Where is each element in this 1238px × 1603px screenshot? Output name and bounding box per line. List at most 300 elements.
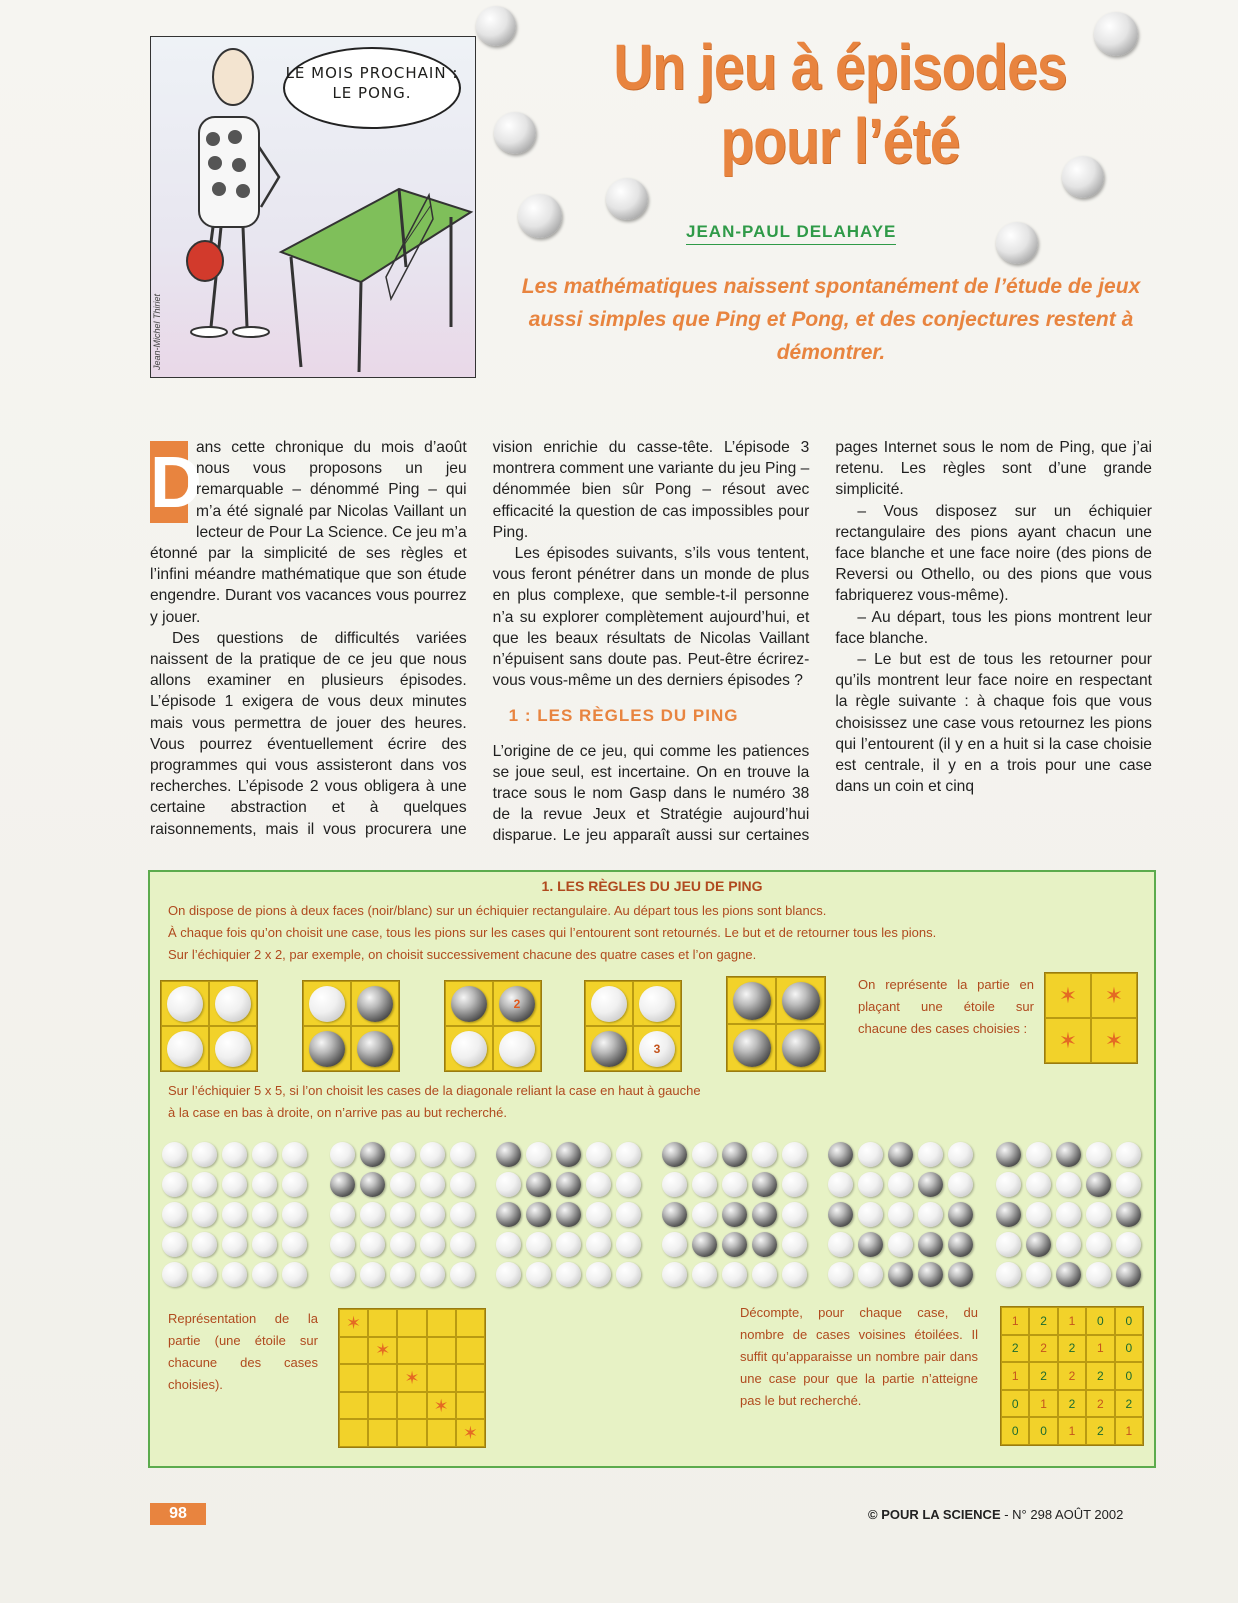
rules-box	[148, 870, 1156, 1468]
count-cell: 0	[1001, 1390, 1029, 1418]
white-piece	[556, 1262, 581, 1287]
rules-line-5: à la case en bas à droite, on n’arrive pas au but recherché.	[168, 1105, 507, 1120]
white-piece	[215, 1031, 251, 1067]
white-piece	[192, 1262, 217, 1287]
black-piece	[360, 1142, 385, 1167]
board-cell	[351, 981, 399, 1026]
black-piece	[556, 1202, 581, 1227]
white-piece	[282, 1172, 307, 1197]
board-cell	[339, 1392, 368, 1420]
black-piece	[1056, 1262, 1081, 1287]
rules-line-2: À chaque fois qu’on choisit une case, tous les pions sur les cases qui l’entourent sont retournés. Le but et de retourner tous les pions.	[168, 925, 937, 940]
white-piece	[639, 1031, 675, 1067]
ball-decoration	[476, 6, 516, 46]
white-piece	[616, 1262, 641, 1287]
board-cell	[585, 981, 633, 1026]
white-piece	[282, 1262, 307, 1287]
representation-caption: Représentation de la partie (une étoile sur chacune des cases choisies).	[168, 1311, 318, 1392]
white-piece	[586, 1202, 611, 1227]
star-icon: ✶	[1058, 1027, 1078, 1053]
black-piece	[591, 1031, 627, 1067]
black-piece	[888, 1262, 913, 1287]
white-piece	[996, 1172, 1021, 1197]
board-cell	[368, 1364, 397, 1392]
white-piece	[858, 1172, 883, 1197]
star-icon: ✶	[1104, 982, 1124, 1008]
paragraph-5: – Vous disposez sur un échiquier rectangulaire des pions ayant chacun une face blanche et une face noire (des pions de Reversi ou Othello, ou des pions que vous fabriquerez vous-même).	[835, 502, 1152, 605]
board-cell	[339, 1337, 368, 1365]
white-piece	[722, 1262, 747, 1287]
speech-line-1: LE MOIS PROCHAIN :	[285, 64, 459, 82]
paragraph-2: Des questions de difficultés variées naissent de la pratique de ce jeu que nous allons examiner en plusieurs épisodes. L’épisode 1 exigera de vous deux minutes mais vous permettra de jouer des heures. Vous pourrez éventuellement écrire des programmes qui vous assisteront dans vos recherches. L’épisode 2 vous obligera à une certaine abstraction et à quelques raisonnements, mais il vous procurera une vision enrichie du casse-tête. L’épisode 3 montrera comment une variante du jeu Ping – dénommée bien sûr Pong – résout avec efficacité la question de cas impossibles pour Ping.	[150, 439, 810, 838]
black-piece	[828, 1202, 853, 1227]
black-piece	[996, 1142, 1021, 1167]
move-number: 3	[653, 1041, 661, 1056]
white-piece	[496, 1232, 521, 1257]
white-piece	[662, 1262, 687, 1287]
count-cell: 2	[1029, 1307, 1057, 1335]
white-piece	[662, 1232, 687, 1257]
white-piece	[639, 986, 675, 1022]
black-piece	[496, 1142, 521, 1167]
board-cell	[397, 1419, 426, 1447]
board-5x5-step	[828, 1142, 974, 1288]
white-piece	[390, 1232, 415, 1257]
speech-line-2: LE PONG.	[332, 84, 412, 102]
black-piece	[918, 1262, 943, 1287]
board-cell	[1045, 973, 1091, 1018]
white-piece	[858, 1202, 883, 1227]
white-piece	[450, 1172, 475, 1197]
white-piece	[752, 1262, 777, 1287]
title-line-2: pour l’été	[720, 105, 960, 177]
white-piece	[330, 1232, 355, 1257]
title-line-1: Un jeu à épisodes	[613, 31, 1067, 103]
white-piece	[1086, 1202, 1111, 1227]
white-piece	[252, 1232, 277, 1257]
white-piece	[222, 1202, 247, 1227]
board-cell	[161, 1026, 209, 1071]
white-piece	[162, 1262, 187, 1287]
board-cell	[776, 977, 825, 1024]
white-piece	[782, 1232, 807, 1257]
white-piece	[948, 1142, 973, 1167]
board-cell	[351, 1026, 399, 1071]
star-icon: ✶	[433, 1395, 449, 1416]
article-body	[150, 437, 1152, 853]
count-cell: 1	[1001, 1307, 1029, 1335]
board-cell	[209, 1026, 257, 1071]
white-piece	[167, 986, 203, 1022]
board-2x2-step-1	[302, 980, 400, 1072]
white-piece	[616, 1202, 641, 1227]
white-piece	[162, 1142, 187, 1167]
white-piece	[782, 1202, 807, 1227]
white-piece	[782, 1172, 807, 1197]
white-piece	[1056, 1172, 1081, 1197]
board-cell	[397, 1337, 426, 1365]
ball-decoration	[606, 178, 648, 220]
board-cell	[585, 1026, 633, 1071]
board-cell	[427, 1337, 456, 1365]
black-piece	[330, 1172, 355, 1197]
count-cell: 1	[1086, 1335, 1114, 1363]
page-number: 98	[150, 1503, 206, 1525]
white-piece	[360, 1202, 385, 1227]
copyright: © POUR LA SCIENCE	[868, 1507, 1001, 1522]
black-piece	[733, 1029, 771, 1067]
issue-info: - N° 298 AOÛT 2002	[1000, 1507, 1124, 1522]
board-cell	[339, 1364, 368, 1392]
white-piece	[918, 1202, 943, 1227]
white-piece	[692, 1172, 717, 1197]
board-cell	[727, 1024, 776, 1071]
white-piece	[996, 1262, 1021, 1287]
star-caption: On représente la partie en plaçant une étoile sur chacune des cases choisies :	[858, 977, 1034, 1036]
board-5x5-counts	[1000, 1306, 1144, 1446]
white-piece	[215, 986, 251, 1022]
board-2x2-step-2	[444, 980, 542, 1072]
black-piece	[722, 1232, 747, 1257]
white-piece	[222, 1262, 247, 1287]
board-5x5-step	[496, 1142, 642, 1288]
black-piece	[752, 1172, 777, 1197]
white-piece	[1116, 1142, 1141, 1167]
black-piece	[1086, 1172, 1111, 1197]
white-piece	[616, 1172, 641, 1197]
board-cell	[427, 1392, 456, 1420]
black-piece	[556, 1142, 581, 1167]
move-number: 2	[513, 996, 521, 1011]
author-byline: JEAN-PAUL DELAHAYE	[686, 222, 896, 245]
white-piece	[586, 1262, 611, 1287]
rules-line-1: On dispose de pions à deux faces (noir/blanc) sur un échiquier rectangulaire. Au départ tous les pions sont blancs.	[168, 903, 827, 918]
white-piece	[1026, 1262, 1051, 1287]
white-piece	[162, 1172, 187, 1197]
board-cell	[456, 1364, 485, 1392]
white-piece	[252, 1142, 277, 1167]
board-5x5-step	[662, 1142, 808, 1288]
white-piece	[167, 1031, 203, 1067]
board-cell	[633, 1026, 681, 1071]
illustration-credit: Jean-Michel Thiriet	[152, 293, 163, 371]
ball-decoration	[494, 112, 536, 154]
board-5x5-step	[996, 1142, 1142, 1288]
board-cell	[1091, 1018, 1137, 1063]
count-cell: 0	[1115, 1307, 1143, 1335]
count-cell: 1	[1058, 1417, 1086, 1445]
paragraph-3: Les épisodes suivants, s’ils vous tentent, vous feront pénétrer dans un monde de plus en plus complexe, que semble-t-il personne n’a su explorer complètement aujourd’hui, et que les beaux résultats de Nicolas Vaillant n’épuisent sans doute pas. Peut-être écrirez-vous vous-même un des derniers épisodes ?	[492, 545, 810, 690]
white-piece	[496, 1172, 521, 1197]
black-piece	[828, 1142, 853, 1167]
white-piece	[390, 1262, 415, 1287]
count-caption: Décompte, pour chaque case, du nombre de cases voisines étoilées. Il suffit qu’apparaisse un nombre pair dans une case pour que la partie n’atteigne pas le but recherché.	[740, 1305, 978, 1408]
board-cell	[303, 981, 351, 1026]
white-piece	[692, 1262, 717, 1287]
white-piece	[1056, 1202, 1081, 1227]
board-2x2-step-0	[160, 980, 258, 1072]
count-cell: 2	[1058, 1335, 1086, 1363]
board-cell	[397, 1392, 426, 1420]
cartoon-illustration	[150, 36, 476, 378]
star-icon: ✶	[462, 1423, 478, 1444]
white-piece	[888, 1232, 913, 1257]
black-piece	[526, 1202, 551, 1227]
article-lede: Les mathématiques naissent spontanément de l’étude de jeux aussi simples que Ping et Pong, et des conjectures restent à démontrer.	[521, 275, 1141, 364]
white-piece	[420, 1262, 445, 1287]
white-piece	[420, 1232, 445, 1257]
white-piece	[782, 1142, 807, 1167]
count-cell: 1	[1001, 1362, 1029, 1390]
black-piece	[752, 1232, 777, 1257]
white-piece	[450, 1202, 475, 1227]
white-piece	[420, 1142, 445, 1167]
rules-line-3: Sur l’échiquier 2 x 2, par exemple, on choisit successivement chacune des quatre cases et l’on gagne.	[168, 947, 757, 962]
white-piece	[616, 1232, 641, 1257]
board-cell	[339, 1419, 368, 1447]
white-piece	[192, 1142, 217, 1167]
count-cell: 0	[1029, 1417, 1057, 1445]
article-title	[573, 30, 1106, 178]
white-piece	[252, 1172, 277, 1197]
white-piece	[222, 1232, 247, 1257]
count-cell: 0	[1001, 1417, 1029, 1445]
white-piece	[1116, 1172, 1141, 1197]
white-piece	[591, 986, 627, 1022]
white-piece	[451, 1031, 487, 1067]
section-heading: 1 : LES RÈGLES DU PING	[508, 706, 739, 726]
board-cell	[1045, 1018, 1091, 1063]
count-cell: 2	[1086, 1362, 1114, 1390]
white-piece	[1116, 1232, 1141, 1257]
white-piece	[556, 1232, 581, 1257]
board-cell	[427, 1309, 456, 1337]
white-piece	[252, 1262, 277, 1287]
board-cell	[456, 1309, 485, 1337]
board-cell	[427, 1419, 456, 1447]
board-cell	[368, 1392, 397, 1420]
black-piece	[526, 1172, 551, 1197]
ball-decoration	[518, 194, 562, 238]
board-cell	[456, 1392, 485, 1420]
black-piece	[918, 1172, 943, 1197]
board-cell	[727, 977, 776, 1024]
star-icon: ✶	[404, 1367, 420, 1388]
paragraph-6: – Au départ, tous les pions montrent leur face blanche.	[835, 608, 1152, 647]
board-5x5-step	[330, 1142, 476, 1288]
white-piece	[1086, 1142, 1111, 1167]
black-piece	[782, 982, 820, 1020]
black-piece	[1056, 1142, 1081, 1167]
white-piece	[192, 1232, 217, 1257]
star-icon: ✶	[1058, 982, 1078, 1008]
white-piece	[1056, 1232, 1081, 1257]
star-icon: ✶	[346, 1312, 362, 1333]
speech-bubble	[283, 47, 461, 129]
board-cell	[368, 1419, 397, 1447]
count-cell: 2	[1058, 1390, 1086, 1418]
board-2x2-step-4	[726, 976, 826, 1072]
white-piece	[948, 1172, 973, 1197]
rules-box-heading: 1. LES RÈGLES DU JEU DE PING	[541, 878, 763, 894]
white-piece	[692, 1202, 717, 1227]
black-piece	[360, 1172, 385, 1197]
white-piece	[390, 1202, 415, 1227]
white-piece	[1026, 1202, 1051, 1227]
black-piece	[858, 1232, 883, 1257]
count-cell: 1	[1029, 1390, 1057, 1418]
black-piece	[692, 1232, 717, 1257]
white-piece	[222, 1142, 247, 1167]
black-piece	[888, 1142, 913, 1167]
rules-line-4: Sur l’échiquier 5 x 5, si l’on choisit les cases de la diagonale reliant la case en haut à gauche	[168, 1083, 701, 1098]
white-piece	[252, 1202, 277, 1227]
white-piece	[586, 1172, 611, 1197]
white-piece	[722, 1172, 747, 1197]
white-piece	[996, 1232, 1021, 1257]
footer-credit	[868, 1507, 1123, 1522]
white-piece	[330, 1262, 355, 1287]
count-cell: 1	[1115, 1417, 1143, 1445]
black-piece	[357, 986, 393, 1022]
white-piece	[526, 1232, 551, 1257]
white-piece	[858, 1142, 883, 1167]
black-piece	[733, 982, 771, 1020]
ball-decoration	[996, 222, 1038, 264]
board-cell	[161, 981, 209, 1026]
white-piece	[282, 1142, 307, 1167]
board-cell	[339, 1309, 368, 1337]
white-piece	[450, 1262, 475, 1287]
board-5x5-step	[162, 1142, 308, 1288]
count-cell: 2	[1115, 1390, 1143, 1418]
black-piece	[556, 1172, 581, 1197]
board-2x2-step-3	[584, 980, 682, 1072]
white-piece	[888, 1172, 913, 1197]
black-piece	[918, 1232, 943, 1257]
white-piece	[360, 1232, 385, 1257]
board-cell	[456, 1419, 485, 1447]
count-cell: 1	[1058, 1307, 1086, 1335]
black-piece	[496, 1202, 521, 1227]
white-piece	[309, 986, 345, 1022]
white-piece	[858, 1262, 883, 1287]
board-2x2-stars	[1044, 972, 1138, 1064]
white-piece	[162, 1202, 187, 1227]
white-piece	[420, 1172, 445, 1197]
white-piece	[828, 1232, 853, 1257]
white-piece	[390, 1172, 415, 1197]
board-cell	[368, 1337, 397, 1365]
white-piece	[888, 1202, 913, 1227]
white-piece	[499, 1031, 535, 1067]
white-piece	[526, 1262, 551, 1287]
white-piece	[420, 1202, 445, 1227]
drop-cap: D	[150, 443, 202, 523]
white-piece	[192, 1202, 217, 1227]
count-cell: 2	[1029, 1335, 1057, 1363]
count-cell: 2	[1001, 1335, 1029, 1363]
white-piece	[192, 1172, 217, 1197]
count-cell: 2	[1029, 1362, 1057, 1390]
white-piece	[390, 1142, 415, 1167]
white-piece	[1086, 1262, 1111, 1287]
count-cell: 0	[1115, 1362, 1143, 1390]
black-piece	[1116, 1202, 1141, 1227]
white-piece	[918, 1142, 943, 1167]
black-piece	[948, 1202, 973, 1227]
black-piece	[948, 1262, 973, 1287]
white-piece	[586, 1142, 611, 1167]
white-piece	[526, 1142, 551, 1167]
white-piece	[282, 1232, 307, 1257]
board-cell	[303, 1026, 351, 1071]
star-icon: ✶	[375, 1340, 391, 1361]
black-piece	[499, 986, 535, 1022]
star-icon: ✶	[1104, 1027, 1124, 1053]
white-piece	[586, 1232, 611, 1257]
board-cell	[456, 1337, 485, 1365]
white-piece	[450, 1142, 475, 1167]
paragraph-1: D ans cette chronique du mois d’août nous vous proposons un jeu remarquable – dénommé Ping – qui m’a été signalé par Nicolas Vaillant un lecteur de Pour La Science. Ce jeu m’a étonné par la simplicité de ses règles et l’infini méandre mathématique que son étude engendre. Durant vos vacances vous pourrez y jouer.	[150, 439, 467, 626]
count-cell: 0	[1086, 1307, 1114, 1335]
black-piece	[451, 986, 487, 1022]
board-cell	[493, 981, 541, 1026]
count-cell: 2	[1086, 1390, 1114, 1418]
black-piece	[948, 1232, 973, 1257]
black-piece	[309, 1031, 345, 1067]
board-cell	[633, 981, 681, 1026]
black-piece	[722, 1142, 747, 1167]
black-piece	[1116, 1262, 1141, 1287]
board-cell	[427, 1364, 456, 1392]
board-cell	[776, 1024, 825, 1071]
white-piece	[828, 1262, 853, 1287]
board-cell	[397, 1309, 426, 1337]
white-piece	[450, 1232, 475, 1257]
count-cell: 0	[1115, 1335, 1143, 1363]
board-cell	[1091, 973, 1137, 1018]
white-piece	[496, 1262, 521, 1287]
white-piece	[1026, 1142, 1051, 1167]
white-piece	[1026, 1172, 1051, 1197]
white-piece	[752, 1142, 777, 1167]
white-piece	[616, 1142, 641, 1167]
board-cell	[493, 1026, 541, 1071]
board-cell	[445, 1026, 493, 1071]
white-piece	[162, 1232, 187, 1257]
black-piece	[996, 1202, 1021, 1227]
black-piece	[662, 1142, 687, 1167]
board-cell	[368, 1309, 397, 1337]
black-piece	[662, 1202, 687, 1227]
black-piece	[782, 1029, 820, 1067]
white-piece	[330, 1142, 355, 1167]
white-piece	[222, 1172, 247, 1197]
white-piece	[692, 1142, 717, 1167]
paragraph-7: – Le but est de tous les retourner pour qu’ils montrent leur face noire en respectant la règle suivante : à chaque fois que vous choisissez une case vous retournez les pions qui l’entourent (il y en a huit si la case choisie est centrale, il y en a trois pour une case dans un coin et cinq	[835, 651, 1152, 796]
count-cell: 2	[1058, 1362, 1086, 1390]
white-piece	[330, 1202, 355, 1227]
black-piece	[752, 1202, 777, 1227]
black-piece	[722, 1202, 747, 1227]
white-piece	[828, 1172, 853, 1197]
board-cell	[445, 981, 493, 1026]
paragraph-4: L’origine de ce jeu, qui comme les patiences se joue seul, est incertaine. On en trouve la trace sous le nom Gasp dans le numéro 38 de la revue Jeux et Stratégie aujourd’hui disparue. Le jeu apparaît aussi sur certaines pages Internet sous le nom de Ping, que j’ai retenu. Les règles sont d’une grande simplicité.	[492, 439, 1152, 845]
count-cell: 2	[1086, 1417, 1114, 1445]
board-cell	[209, 981, 257, 1026]
board-cell	[397, 1364, 426, 1392]
